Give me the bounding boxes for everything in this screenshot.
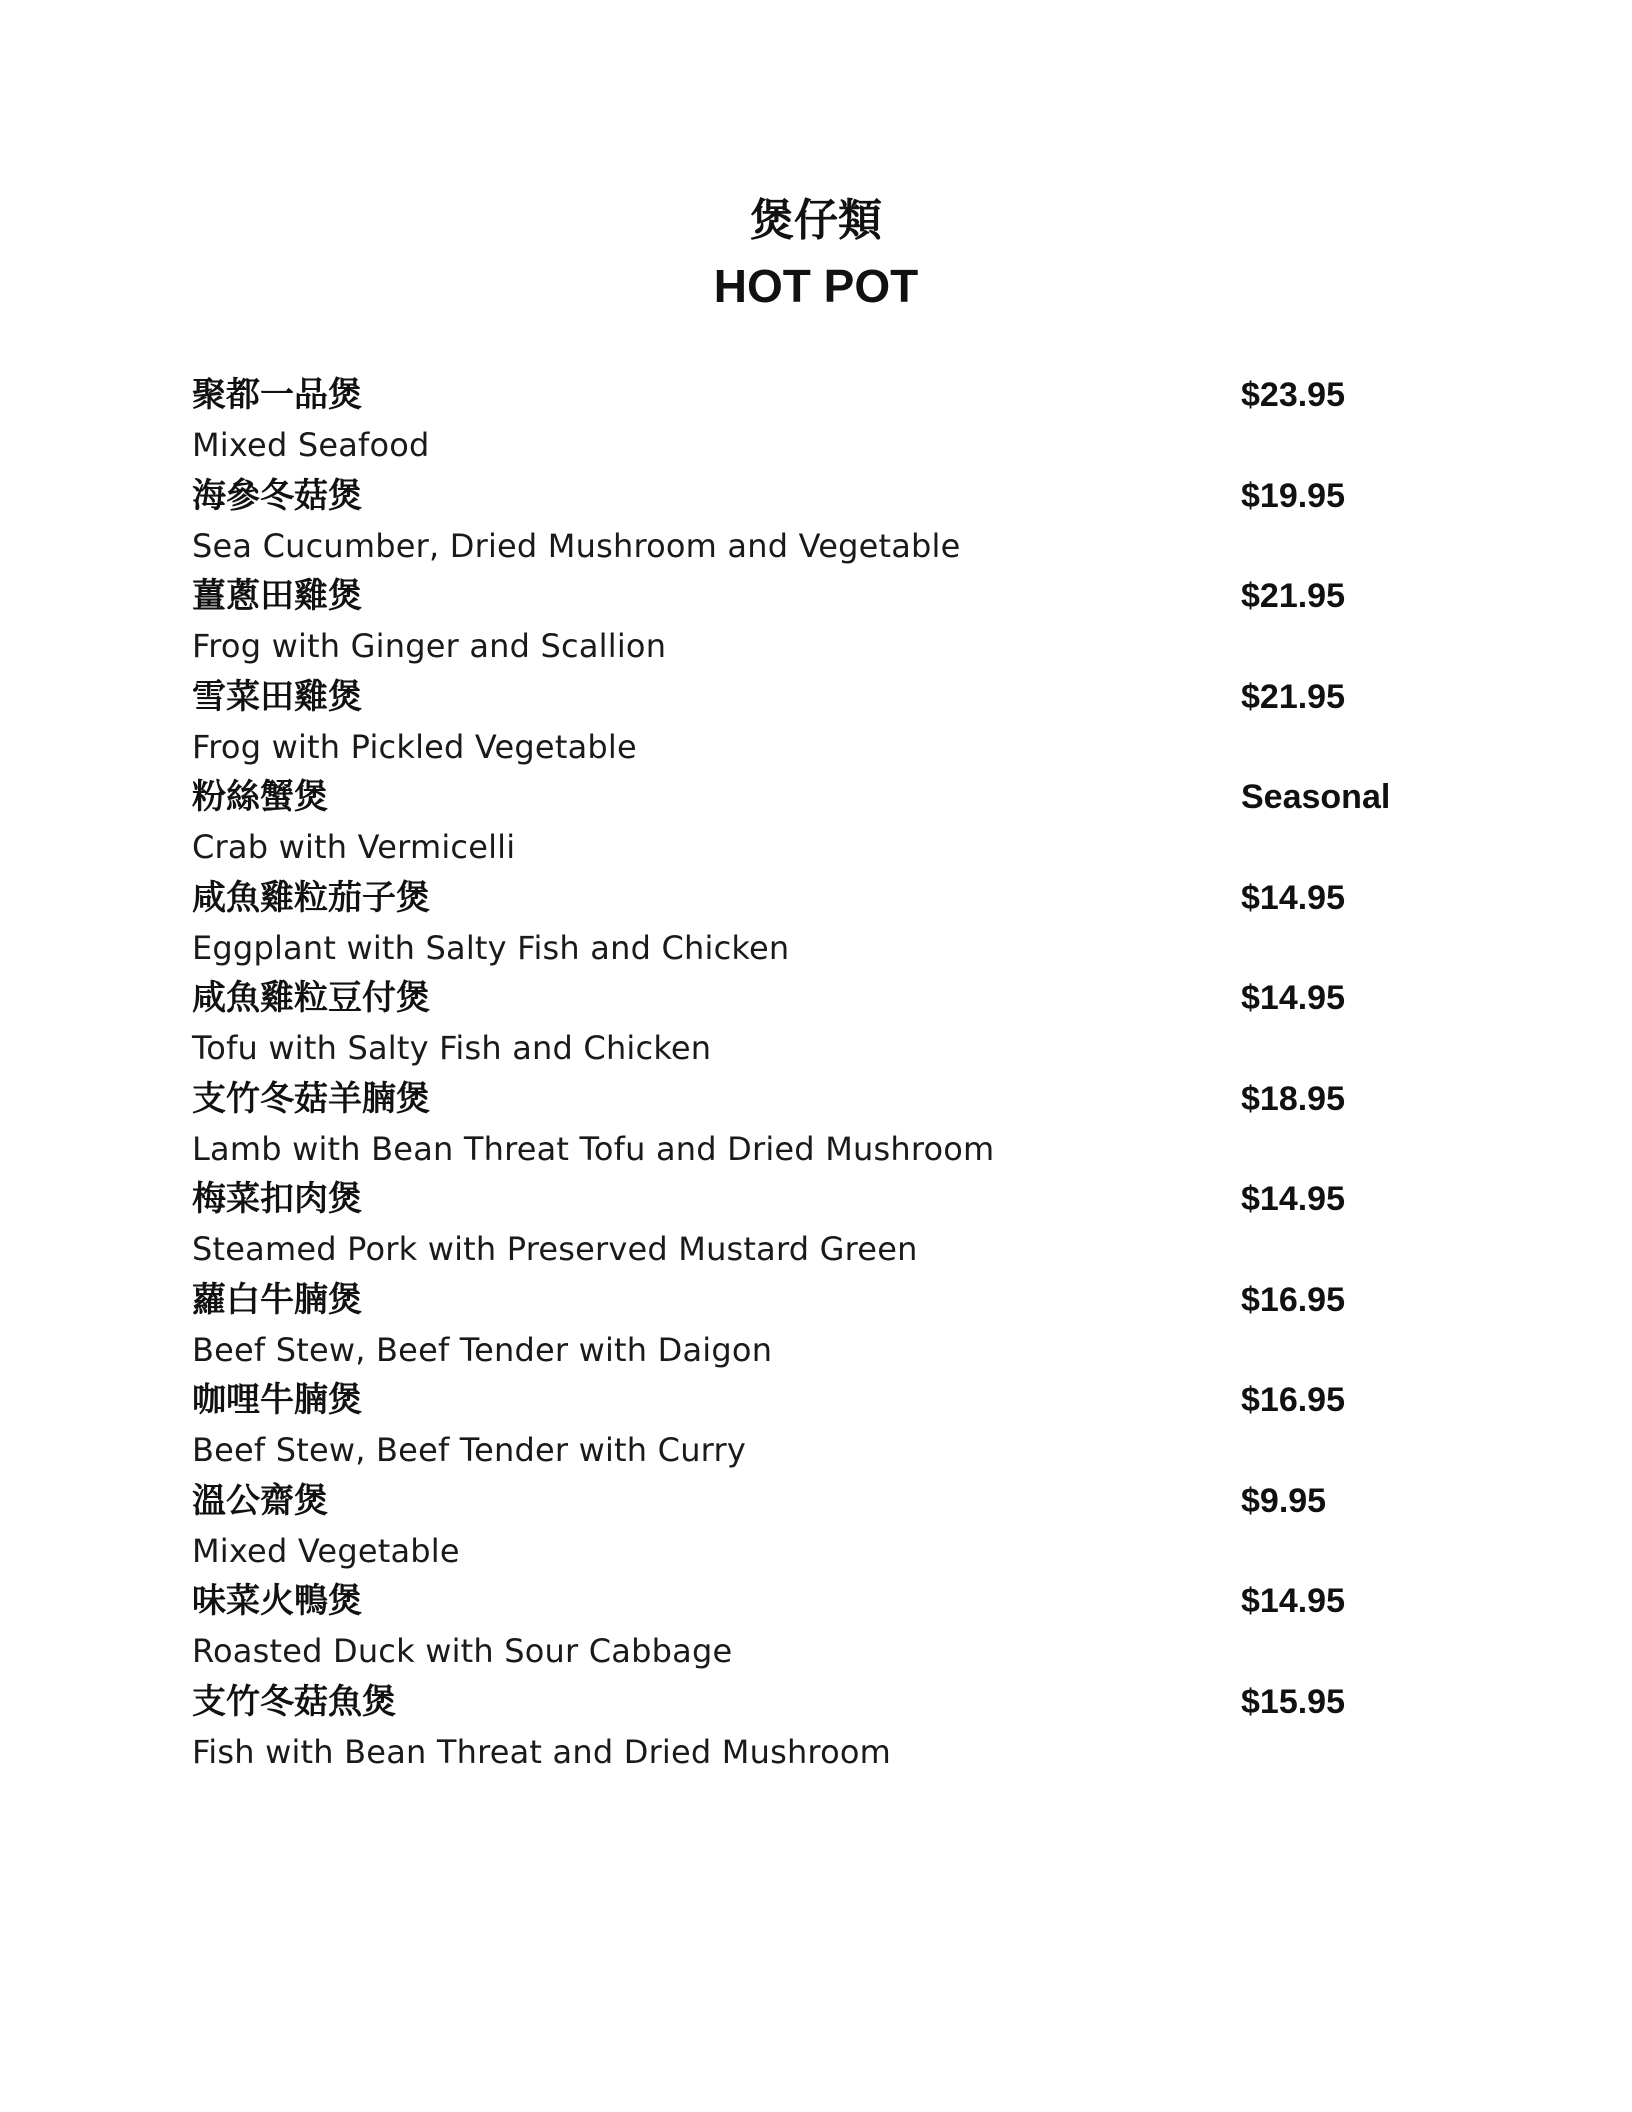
menu-item-price: $19.95 [1241, 476, 1345, 515]
menu-item-name-english: Crab with Vermicelli [192, 828, 516, 866]
menu-item-name-english: Fish with Bean Threat and Dried Mushroom [192, 1732, 892, 1771]
menu-item [192, 1174, 1452, 1275]
section-title-chinese: 煲仔類 [750, 195, 882, 246]
menu-item-name-chinese: 聚都一品煲 [192, 375, 362, 415]
menu-item-name-english: Tofu with Salty Fish and Chicken [192, 1029, 712, 1067]
menu-item [192, 672, 1452, 773]
menu-item [192, 873, 1452, 974]
menu-item-price: $16.95 [1241, 1381, 1345, 1419]
menu-item-name-chinese: 咸魚雞粒茄子煲 [192, 877, 430, 918]
menu-item-price: $18.95 [1241, 1079, 1345, 1118]
menu-header [0, 192, 1632, 316]
menu-item-price: $14.95 [1241, 979, 1345, 1017]
menu-item [192, 471, 1452, 572]
menu-item-price: $23.95 [1241, 376, 1345, 414]
menu-item [192, 571, 1452, 672]
menu-item [192, 1677, 1452, 1778]
menu-list [192, 370, 1452, 1777]
menu-item [192, 973, 1452, 1074]
menu-item-name-english: Eggplant with Salty Fish and Chicken [192, 928, 790, 967]
menu-item-name-chinese: 支竹冬菇羊腩煲 [192, 1078, 430, 1119]
menu-item [192, 1275, 1452, 1376]
section-title-english: HOT POT [713, 260, 919, 312]
menu-item-name-english: Roasted Duck with Sour Cabbage [192, 1632, 733, 1670]
menu-item [192, 772, 1452, 873]
menu-item-name-chinese: 溫公齋煲 [192, 1480, 328, 1521]
menu-item-price: $15.95 [1241, 1682, 1345, 1721]
menu-item [192, 1476, 1452, 1577]
menu-item-name-chinese: 蘿白牛腩煲 [192, 1279, 362, 1320]
menu-item-price: $21.95 [1241, 677, 1345, 716]
menu-item-price: $14.95 [1241, 878, 1345, 917]
menu-item-price: $21.95 [1241, 577, 1345, 615]
menu-item-price: Seasonal [1241, 778, 1391, 816]
menu-item [192, 1074, 1452, 1175]
menu-item-name-english: Steamed Pork with Preserved Mustard Green [192, 1230, 918, 1268]
menu-item [192, 1375, 1452, 1476]
menu-item [192, 1576, 1452, 1677]
menu-item-name-english: Beef Stew, Beef Tender with Daigon [192, 1330, 773, 1369]
menu-item-name-chinese: 咸魚雞粒豆付煲 [192, 978, 430, 1018]
menu-item-name-english: Mixed Seafood [192, 426, 430, 464]
menu-item-name-chinese: 咖哩牛腩煲 [192, 1380, 362, 1420]
menu-item-name-english: Beef Stew, Beef Tender with Curry [192, 1431, 746, 1469]
menu-item-name-chinese: 味菜火鴨煲 [192, 1581, 362, 1621]
menu-item-name-chinese: 海參冬菇煲 [192, 475, 362, 516]
menu-item-price: $9.95 [1241, 1481, 1327, 1520]
menu-item-name-english: Frog with Ginger and Scallion [192, 627, 667, 665]
menu-item-price: $14.95 [1241, 1180, 1345, 1218]
menu-item-name-chinese: 梅菜扣肉煲 [192, 1179, 362, 1219]
menu-item-name-english: Sea Cucumber, Dried Mushroom and Vegetable [192, 526, 961, 565]
menu-item [192, 370, 1452, 471]
menu-item-price: $14.95 [1241, 1582, 1345, 1620]
menu-item-name-chinese: 粉絲蟹煲 [192, 777, 328, 817]
menu-item-name-english: Lamb with Bean Threat Tofu and Dried Mushroom [192, 1129, 995, 1168]
menu-item-name-chinese: 雪菜田雞煲 [192, 676, 362, 717]
menu-item-name-english: Mixed Vegetable [192, 1531, 460, 1570]
menu-item-name-english: Frog with Pickled Vegetable [192, 727, 637, 766]
menu-item-name-chinese: 支竹冬菇魚煲 [192, 1681, 396, 1722]
menu-item-price: $16.95 [1241, 1280, 1345, 1319]
menu-item-name-chinese: 薑蔥田雞煲 [192, 576, 362, 616]
